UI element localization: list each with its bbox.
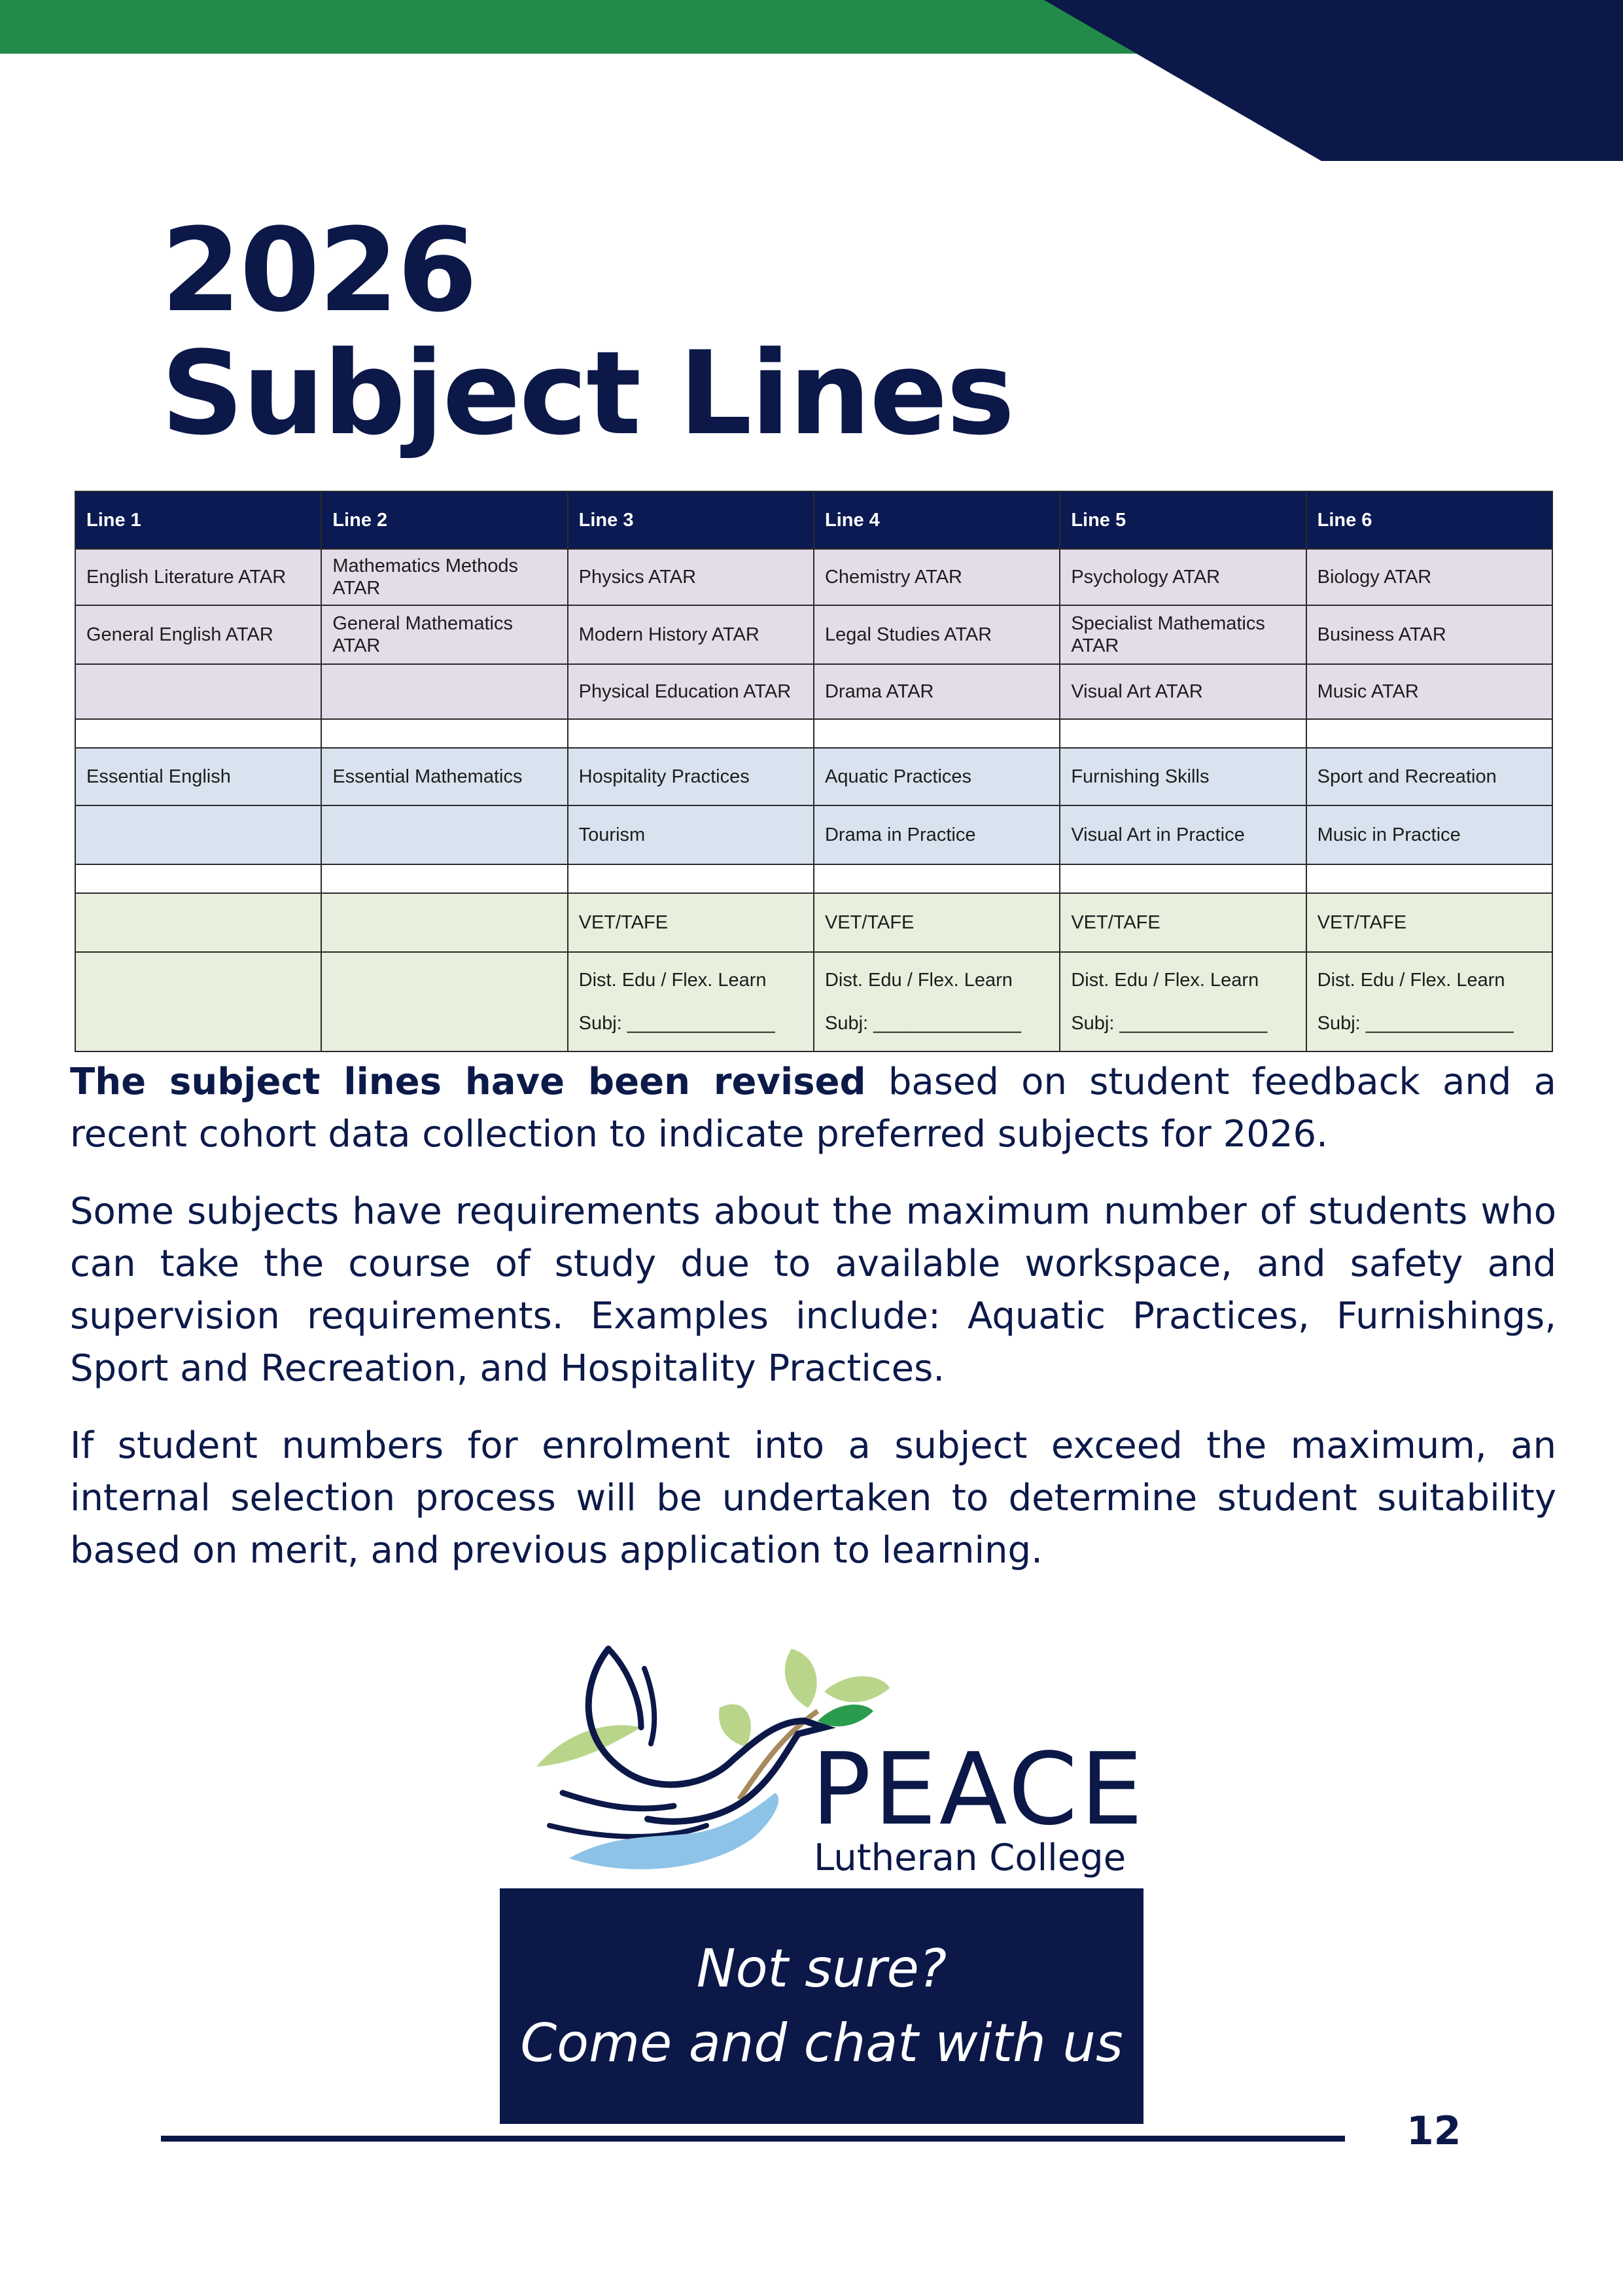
table-cell: Hospitality Practices	[568, 748, 814, 805]
table-cell	[321, 952, 567, 1051]
top-navy-wedge	[1044, 0, 1623, 161]
table-cell: Aquatic Practices	[814, 748, 1060, 805]
subj-blank: Subj: ______________	[824, 1013, 1021, 1034]
table-cell	[568, 864, 814, 893]
title-year: 2026	[161, 203, 476, 338]
table-cell	[75, 893, 321, 952]
dist-edu-label: Dist. Edu / Flex. Learn	[824, 970, 1013, 991]
table-cell: Legal Studies ATAR	[814, 605, 1060, 664]
header-line-1: Line 1	[75, 491, 321, 549]
table-cell: Modern History ATAR	[568, 605, 814, 664]
table-row	[75, 664, 1552, 719]
page-number: 12	[1406, 2108, 1461, 2154]
cta-line-2: Come and chat with us	[520, 2013, 1123, 2074]
table-cell: VET/TAFE	[1306, 893, 1552, 952]
table-row	[75, 748, 1552, 805]
logo-subtitle: Lutheran College	[814, 1837, 1126, 1879]
table-cell: VET/TAFE	[1060, 893, 1306, 952]
table-cell	[75, 952, 321, 1051]
table-cell	[1060, 952, 1306, 1051]
subject-lines-table	[75, 491, 1553, 1052]
top-decoration	[0, 0, 1623, 164]
table-cell: Essential English	[75, 748, 321, 805]
table-row	[75, 805, 1552, 864]
top-green-band	[0, 0, 1138, 54]
table-cell: General Mathematics ATAR	[321, 605, 567, 664]
header-line-2: Line 2	[321, 491, 567, 549]
table-cell: Specialist Mathematics ATAR	[1060, 605, 1306, 664]
table-cell: Furnishing Skills	[1060, 748, 1306, 805]
table-cell	[1306, 952, 1552, 1051]
table-cell	[75, 805, 321, 864]
table-cell	[321, 664, 567, 719]
table-cell	[321, 864, 567, 893]
table-cell: Chemistry ATAR	[814, 549, 1060, 605]
table-cell	[568, 719, 814, 748]
table-cell	[814, 719, 1060, 748]
paragraph-lead-rest: based on student feedback and a recent cohort data collection to indicate preferred subjects for 2026.	[70, 1061, 1556, 1156]
dist-edu-label: Dist. Edu / Flex. Learn	[1071, 970, 1259, 991]
table-cell: Physics ATAR	[568, 549, 814, 605]
paragraph-selection: If student numbers for enrolment into a subject exceed the maximum, an internal selection process will be undertaken to determine student suitability based on merit, and previous application to learning.	[70, 1424, 1556, 1572]
table-cell: Music ATAR	[1306, 664, 1552, 719]
table-cell: Sport and Recreation	[1306, 748, 1552, 805]
table-row	[75, 952, 1552, 1051]
table-cell	[1060, 864, 1306, 893]
table-cell	[75, 664, 321, 719]
table-cell: Essential Mathematics	[321, 748, 567, 805]
table-cell	[75, 864, 321, 893]
table-row	[75, 549, 1552, 605]
table-cell: Visual Art ATAR	[1060, 664, 1306, 719]
table-cell: Biology ATAR	[1306, 549, 1552, 605]
table-cell: Business ATAR	[1306, 605, 1552, 664]
footer-divider	[161, 2136, 1345, 2142]
table-cell: English Literature ATAR	[75, 549, 321, 605]
table-cell	[321, 805, 567, 864]
table-cell: Drama ATAR	[814, 664, 1060, 719]
table-cell	[1060, 719, 1306, 748]
table-cell: VET/TAFE	[814, 893, 1060, 952]
cta-line-1: Not sure?	[696, 1938, 947, 1999]
table-cell	[1306, 864, 1552, 893]
table-cell: Drama in Practice	[814, 805, 1060, 864]
table-cell: Music in Practice	[1306, 805, 1552, 864]
dist-edu-label: Dist. Edu / Flex. Learn	[1317, 970, 1505, 991]
dist-edu-label: Dist. Edu / Flex. Learn	[578, 970, 767, 991]
table-cell	[1306, 719, 1552, 748]
table-cell: Psychology ATAR	[1060, 549, 1306, 605]
subj-blank: Subj: ______________	[1071, 1013, 1268, 1034]
logo-name: PEACE	[811, 1731, 1146, 1847]
paragraph-lead-bold: The subject lines have been revised	[70, 1061, 866, 1103]
table-cell	[321, 893, 567, 952]
table-spacer-row	[75, 719, 1552, 748]
cta-box	[500, 1888, 1143, 2124]
table-cell	[814, 864, 1060, 893]
table-cell: Tourism	[568, 805, 814, 864]
table-cell	[75, 719, 321, 748]
paragraph-requirements: Some subjects have requirements about the maximum number of students who can take the course of study due to available workspace, and safety and supervision requirements. Examples include: Aquatic Practices, Furnishings, Sport and Recreation, and Hospitality Practices.	[70, 1190, 1556, 1390]
table-row	[75, 605, 1552, 664]
table-cell	[568, 952, 814, 1051]
table-cell: VET/TAFE	[568, 893, 814, 952]
body-text	[70, 1056, 1556, 1602]
header-line-5: Line 5	[1060, 491, 1306, 549]
table-cell	[814, 952, 1060, 1051]
title-text: Subject Lines	[161, 327, 1014, 461]
table-cell: General English ATAR	[75, 605, 321, 664]
table-cell: Physical Education ATAR	[568, 664, 814, 719]
table-cell	[321, 719, 567, 748]
page-title	[161, 203, 1014, 461]
subj-blank: Subj: ______________	[1317, 1013, 1514, 1034]
table-cell: Visual Art in Practice	[1060, 805, 1306, 864]
header-line-3: Line 3	[568, 491, 814, 549]
paragraph-revised	[70, 1056, 1556, 1161]
header-line-4: Line 4	[814, 491, 1060, 549]
table-spacer-row	[75, 864, 1552, 893]
header-line-6: Line 6	[1306, 491, 1552, 549]
table-header-row	[75, 491, 1552, 549]
subj-blank: Subj: ______________	[578, 1013, 775, 1034]
table-row	[75, 893, 1552, 952]
table-cell: Mathematics Methods ATAR	[321, 549, 567, 605]
